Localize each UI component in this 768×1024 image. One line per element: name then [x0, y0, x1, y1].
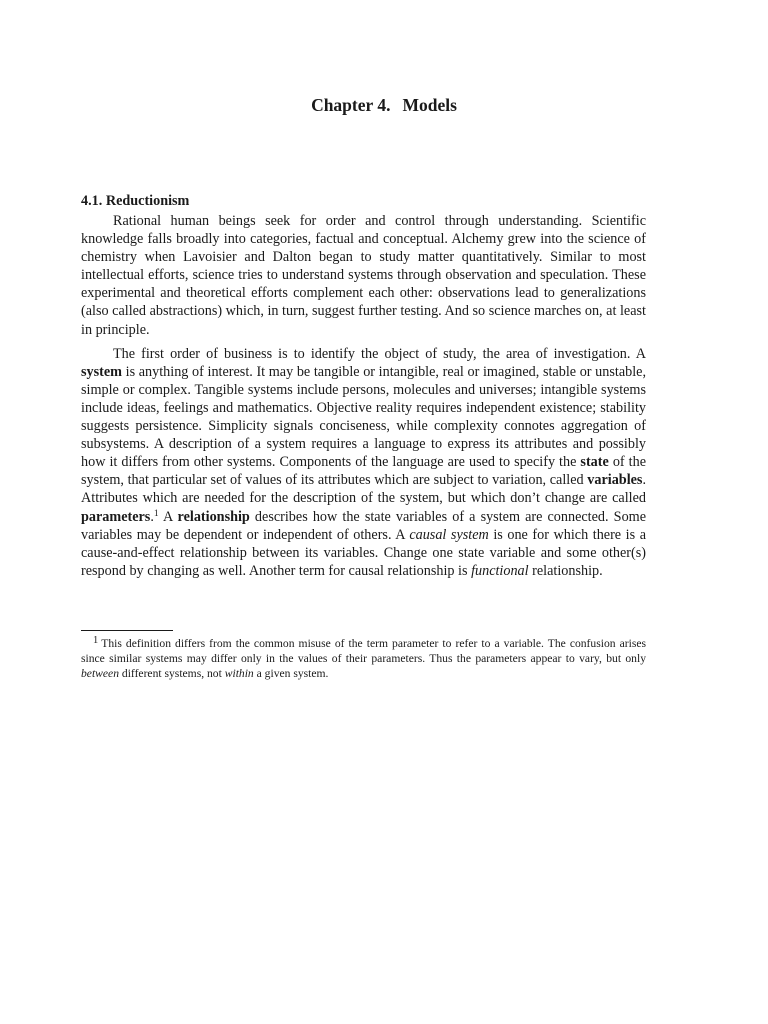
text-run: a given system.	[253, 667, 329, 681]
paragraph-1: Rational human beings seek for order and control through understanding. Scientific knowledge falls broadly into categories, factual and conceptual. Alchemy grew into the science of chemistry when Lavoisier and Dalton began to study matter quantitatively. Similar to most intellectual efforts, science tries to understand systems through observation and speculation. These experimental and theoretical efforts complement each other: observations lead to generalizations (also called abstractions) which, in turn, suggest further testing. And so science marches on, at least in principle.	[81, 213, 646, 338]
paragraph-2	[81, 345, 646, 580]
text-run: describes how the state variables of a system are connected. Some variables may be dependent or independent of others. A	[81, 508, 646, 543]
text-run: A	[158, 508, 178, 525]
term-variables: variables	[587, 472, 643, 489]
term-relationship: relationship	[177, 508, 250, 525]
footnote-reference[interactable]: 1	[153, 508, 159, 519]
chapter-name: Models	[402, 95, 457, 115]
text-run: different systems, not	[119, 667, 225, 681]
text-run: . Attributes which are needed for the description of the system, but which don’t change are called	[81, 472, 646, 507]
section-heading: 4.1. Reductionism	[81, 193, 190, 209]
text-run: .	[150, 508, 154, 525]
footnote-divider	[81, 630, 173, 631]
main-content	[81, 190, 646, 580]
term-system: system	[81, 363, 122, 380]
chapter-title	[0, 93, 768, 117]
term-parameters: parameters	[81, 508, 151, 525]
text-run: is anything of interest. It may be tangible or intangible, real or imagined, stable or unstable, simple or complex. Tangible systems include persons, molecules and universes; intangible systems include ideas, feelings and mathematics. Objective reality requires independent existence; stability suggests persistence. Simplicity signals conciseness, while complexity connotes aggregation of subsystems. A description of a system requires a language to express its attributes and possibly how it differs from other systems. Components of the language are used to specify the	[81, 363, 646, 471]
term-within: within	[224, 667, 254, 681]
chapter-number: Chapter 4.	[311, 95, 391, 115]
footnote-1	[81, 636, 646, 682]
text-run: is one for which there is a cause-and-effect relationship between its variables. Change one state variable and some other(s) respond by changing as well. Another term for causal relationship is	[81, 526, 646, 579]
text-run: of the system, that particular set of values of its attributes which are subject to variation, called	[81, 454, 646, 489]
text-run: The first order of business is to identify the object of study, the area of investigation. A	[113, 345, 646, 362]
term-functional: functional	[471, 562, 529, 579]
term-causal-system: causal system	[409, 526, 489, 543]
text-run: relationship.	[528, 562, 603, 579]
term-between: between	[81, 667, 119, 681]
text-run: This definition differs from the common misuse of the term parameter to refer to a variable. The confusion arises since similar systems may differ only in the values of their parameters. Thus the parameters appear to vary, but only	[81, 637, 646, 666]
term-state: state	[580, 454, 609, 471]
footnote-mark: 1	[93, 635, 99, 647]
